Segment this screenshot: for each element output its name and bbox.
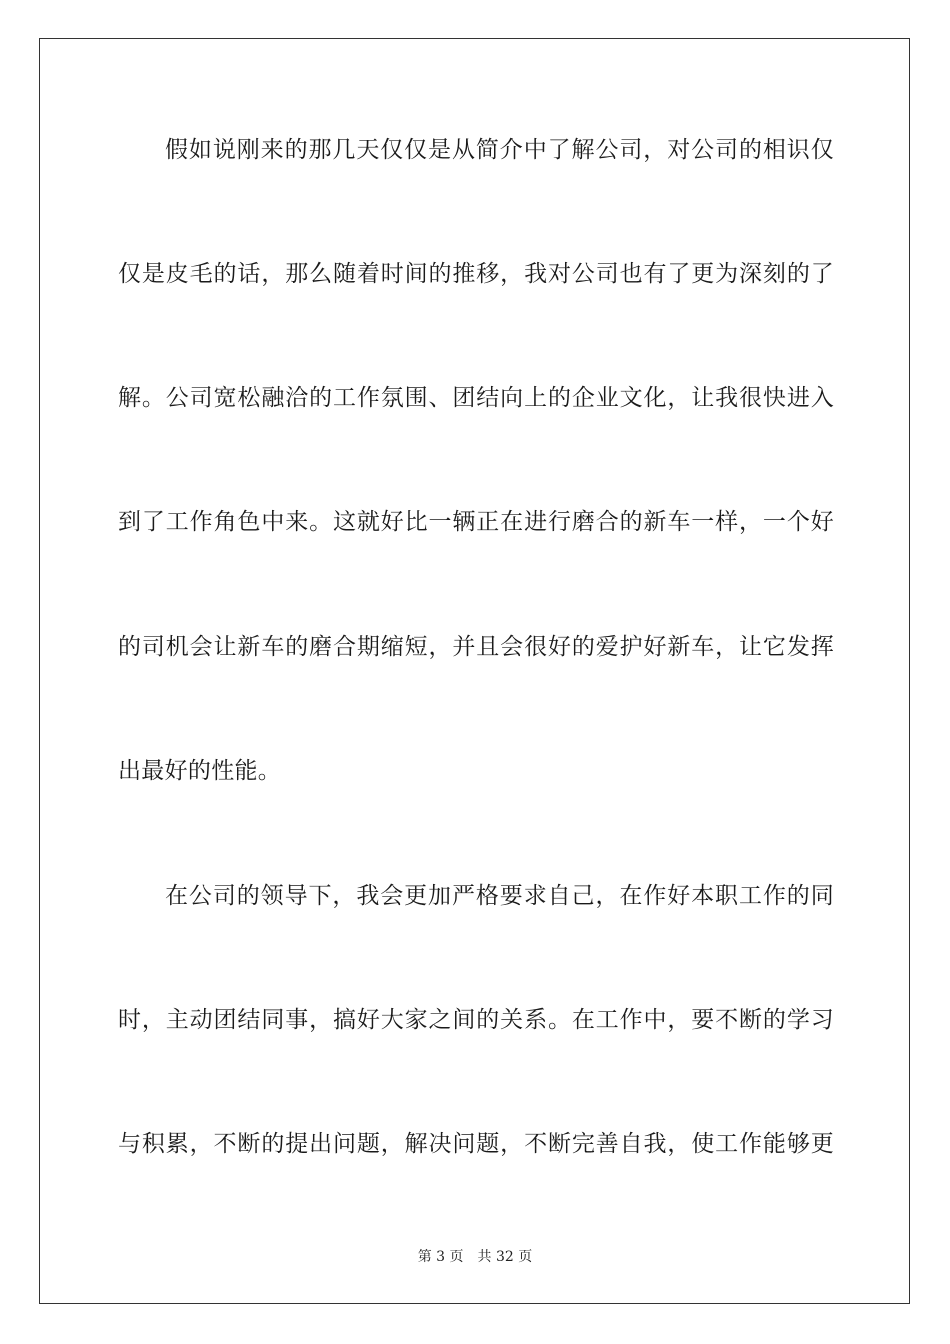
paragraph-1-line-4: 到了工作角色中来。这就好比一辆正在进行磨合的新车一样，一个好	[118, 509, 834, 535]
paragraph-1-line-2: 仅是皮毛的话，那么随着时间的推移，我对公司也有了更为深刻的了	[118, 261, 834, 287]
paragraph-2-line-3: 与积累，不断的提出问题，解决问题，不断完善自我，使工作能够更	[118, 1131, 834, 1157]
page-total: 共 32 页	[477, 1249, 533, 1265]
paragraph-1-line-1: 假如说刚来的那几天仅仅是从简介中了解公司，对公司的相识仅	[165, 137, 834, 163]
page-border	[39, 38, 910, 1304]
page-footer	[0, 1248, 950, 1266]
paragraph-1-line-3: 解。公司宽松融洽的工作氛围、团结向上的企业文化，让我很快进入	[118, 385, 834, 411]
paragraph-2-line-1: 在公司的领导下，我会更加严格要求自己，在作好本职工作的同	[165, 883, 834, 909]
paragraph-1-line-6: 出最好的性能。	[118, 758, 282, 784]
paragraph-1-line-5: 的司机会让新车的磨合期缩短，并且会很好的爱护好新车，让它发挥	[118, 634, 834, 660]
page-number: 第 3 页	[417, 1249, 464, 1265]
paragraph-2-line-2: 时，主动团结同事，搞好大家之间的关系。在工作中，要不断的学习	[118, 1007, 834, 1033]
